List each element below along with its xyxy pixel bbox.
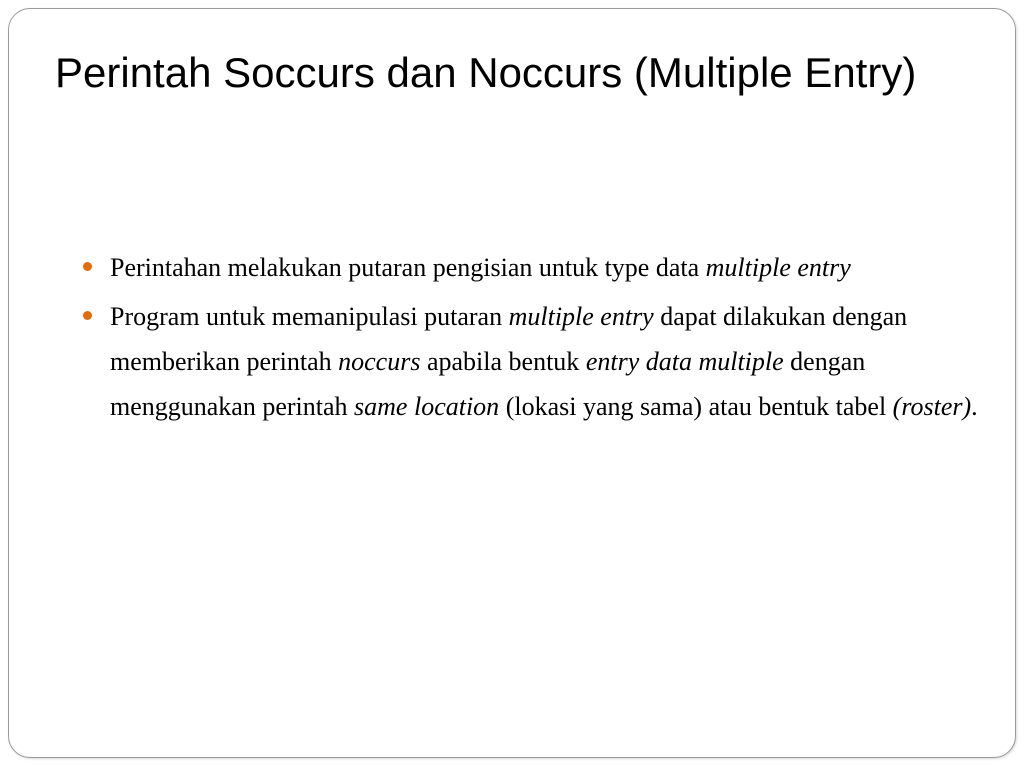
bullet-text: dapat dilakukan dengan memberikan perintah xyxy=(110,302,908,376)
bullet-italic-text: multiple entry xyxy=(508,302,654,331)
bullet-dot-icon xyxy=(83,262,92,271)
bullet-text: dengan menggunakan perintah xyxy=(110,347,866,421)
slide-title: Perintah Soccurs dan Noccurs (Multiple Entry) xyxy=(55,49,917,96)
bullet-item-2 xyxy=(83,294,983,429)
bullet-text: . xyxy=(971,392,978,421)
slide-frame xyxy=(8,8,1016,758)
bullet-italic-text: (roster) xyxy=(892,392,972,421)
bullet-text: apabila bentuk xyxy=(420,347,586,376)
bullet-text: (lokasi yang sama) atau bentuk tabel xyxy=(499,392,893,421)
bullet-italic-text: noccurs xyxy=(338,347,421,376)
bullet-text: Perintahan melakukan putaran pengisian untuk type data xyxy=(110,253,706,282)
bullet-dot-icon xyxy=(83,311,92,320)
bullet-list xyxy=(83,245,983,433)
bullet-italic-text: entry data multiple xyxy=(585,347,784,376)
bullet-text: Program untuk memanipulasi putaran xyxy=(110,302,509,331)
bullet-italic-text: same location xyxy=(354,392,500,421)
bullet-item-1 xyxy=(83,245,983,290)
bullet-italic-text: multiple entry xyxy=(705,253,851,282)
